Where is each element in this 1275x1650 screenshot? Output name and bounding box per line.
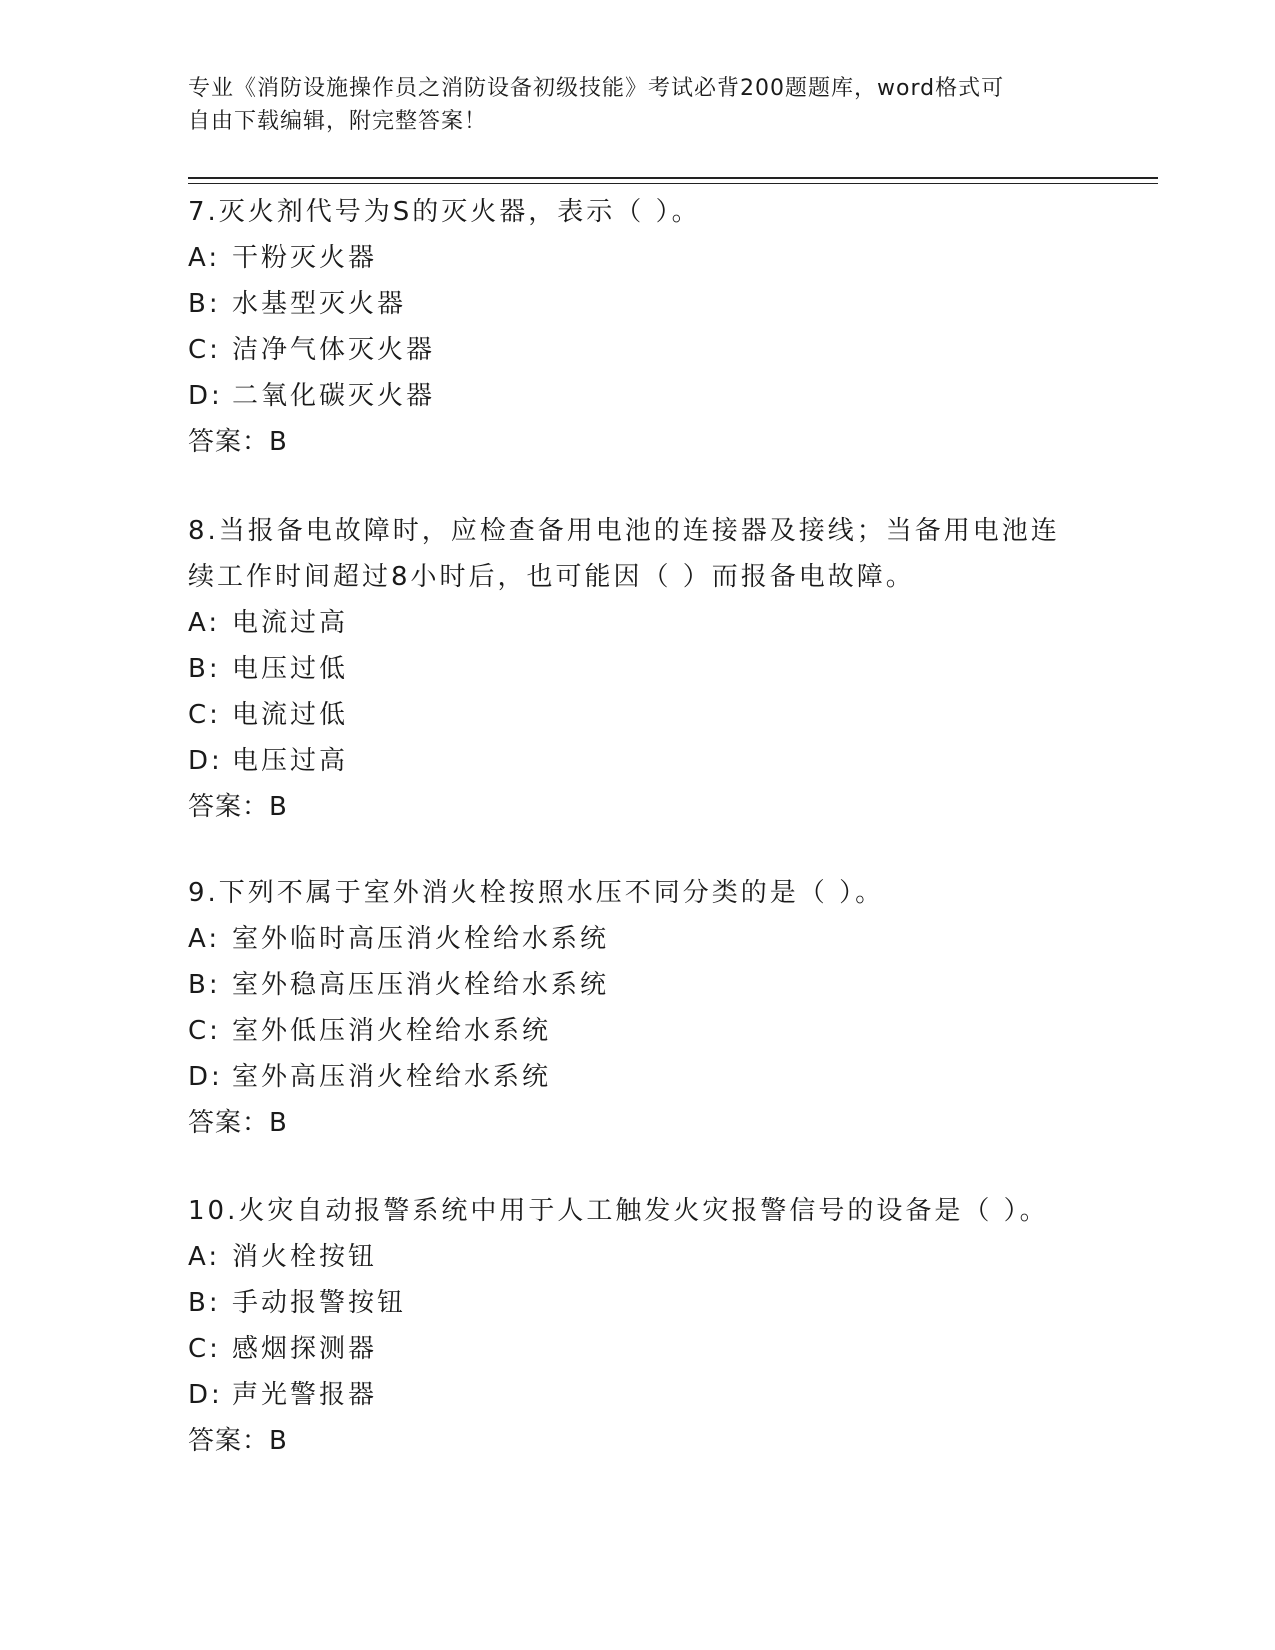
answer-line: 答案：B [188, 1426, 288, 1456]
option-c [188, 692, 1088, 738]
option-a [188, 916, 1088, 962]
option-letter: D: [188, 1062, 223, 1092]
question-stem: 10.火灾自动报警系统中用于人工触发火灾报警信号的设备是（ ）。 [188, 1196, 1049, 1226]
option-d [188, 1054, 1088, 1100]
option-text: 室外临时高压消火栓给水系统 [232, 924, 610, 954]
option-letter: A: [188, 243, 221, 273]
option-letter: C: [188, 1016, 221, 1046]
option-text: 电流过高 [232, 608, 349, 638]
option-b [188, 281, 1088, 327]
option-text: 电压过高 [232, 746, 349, 776]
option-text: 干粉灭火器 [232, 243, 378, 273]
option-d [188, 373, 1088, 419]
option-b [188, 1280, 1088, 1326]
option-letter: D: [188, 746, 223, 776]
option-c [188, 1326, 1088, 1372]
question-stem: 9.下列不属于室外消火栓按照水压不同分类的是（ ）。 [188, 878, 885, 908]
option-letter: A: [188, 1242, 221, 1272]
option-d [188, 738, 1088, 784]
answer-line: 答案：B [188, 427, 288, 457]
question-10 [188, 1188, 1088, 1464]
option-letter: A: [188, 924, 221, 954]
option-letter: B: [188, 654, 221, 684]
header-divider-thin [188, 183, 1158, 184]
option-text: 二氧化碳灭火器 [232, 381, 436, 411]
option-a [188, 600, 1088, 646]
answer-line: 答案：B [188, 1108, 288, 1138]
header-line-1: 专业《消防设施操作员之消防设备初级技能》考试必背200题题库，word格式可 [188, 76, 1005, 101]
option-text: 手动报警按钮 [232, 1288, 407, 1318]
option-letter: B: [188, 970, 221, 1000]
option-d [188, 1372, 1088, 1418]
document-header [188, 72, 1068, 138]
option-letter: C: [188, 1334, 221, 1364]
option-c [188, 327, 1088, 373]
answer-line: 答案：B [188, 792, 288, 822]
option-letter: A: [188, 608, 221, 638]
option-letter: C: [188, 335, 221, 365]
option-letter: B: [188, 289, 221, 319]
option-text: 感烟探测器 [232, 1334, 378, 1364]
option-text: 室外稳高压压消火栓给水系统 [232, 970, 610, 1000]
option-text: 洁净气体灭火器 [232, 335, 436, 365]
option-letter: C: [188, 700, 221, 730]
option-text: 室外高压消火栓给水系统 [232, 1062, 552, 1092]
header-line-2: 自由下载编辑，附完整答案！ [188, 109, 488, 134]
question-8 [188, 508, 1088, 830]
option-letter: B: [188, 1288, 221, 1318]
option-b [188, 646, 1088, 692]
option-text: 电压过低 [232, 654, 349, 684]
option-text: 电流过低 [232, 700, 349, 730]
question-9 [188, 870, 1088, 1146]
option-letter: D: [188, 1380, 223, 1410]
question-7 [188, 189, 1088, 465]
option-c [188, 1008, 1088, 1054]
question-stem-line-2: 续工作时间超过8小时后，也可能因（ ）而报备电故障。 [188, 562, 915, 592]
option-letter: D: [188, 381, 223, 411]
option-text: 消火栓按钮 [232, 1242, 378, 1272]
option-text: 室外低压消火栓给水系统 [232, 1016, 552, 1046]
option-a [188, 1234, 1088, 1280]
option-b [188, 962, 1088, 1008]
option-text: 水基型灭火器 [232, 289, 407, 319]
option-text: 声光警报器 [232, 1380, 378, 1410]
question-stem-line-1: 8.当报备电故障时，应检查备用电池的连接器及接线；当备用电池连 [188, 516, 1060, 546]
header-divider-thick [188, 177, 1158, 179]
question-stem: 7.灭火剂代号为S的灭火器，表示（ ）。 [188, 197, 701, 227]
option-a [188, 235, 1088, 281]
